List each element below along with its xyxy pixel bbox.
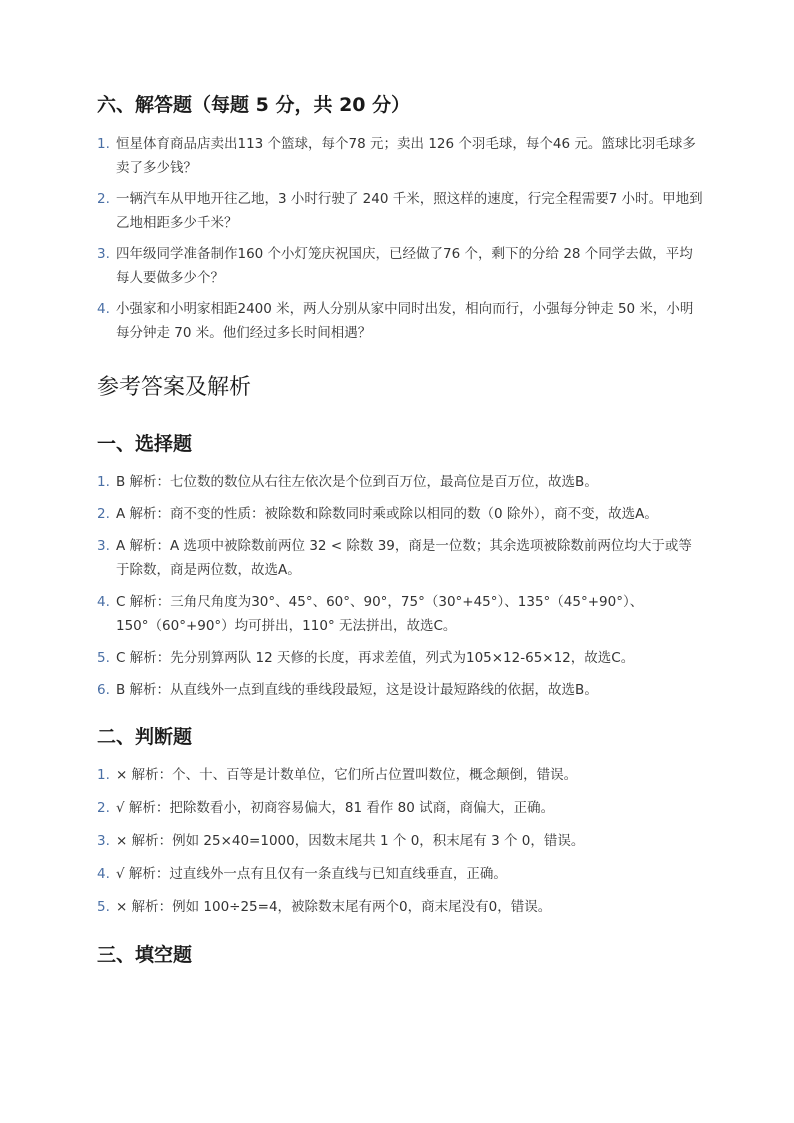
section1-title: 一、选择题 <box>97 433 193 455</box>
item-number: 3. <box>97 538 110 554</box>
item-text: √ 解析：过直线外一点有且仅有一条直线与已知直线垂直，正确。 <box>116 866 507 882</box>
list-item <box>97 297 703 345</box>
item-number: 6. <box>97 682 110 698</box>
item-number: 5. <box>97 650 110 666</box>
list-item <box>97 470 703 494</box>
list-item <box>97 242 703 290</box>
item-text: 四年级同学准备制作160 个小灯笼庆祝国庆，已经做了76 个，剩下的分给 28 个同学去做，平均每人要做多少个？ <box>116 246 693 286</box>
item-number: 1. <box>97 136 110 152</box>
item-number: 4. <box>97 866 110 882</box>
item-text: A 解析：A 选项中被除数前两位 32 < 除数 39，商是一位数；其余选项被除数前两位均大于或等于除数，商是两位数，故选A。 <box>116 538 692 578</box>
item-text: × 解析：例如 100÷25=4，被除数末尾有两个0，商末尾没有0，错误。 <box>116 899 552 915</box>
item-number: 1. <box>97 767 110 783</box>
item-text: A 解析：商不变的性质：被除数和除数同时乘或除以相同的数（0 除外），商不变，故选A。 <box>116 506 658 522</box>
item-number: 2. <box>97 506 110 522</box>
item-text: × 解析：例如 25×40=1000，因数末尾共 1 个 0，积末尾有 3 个 0，错误。 <box>116 833 585 849</box>
item-number: 4. <box>97 594 110 610</box>
item-number: 5. <box>97 899 110 915</box>
list-item <box>97 534 703 582</box>
list-item <box>97 796 703 820</box>
item-text: 恒星体育商品店卖出113 个篮球，每个78 元；卖出 126 个羽毛球，每个46 元。篮球比羽毛球多卖了多少钱？ <box>116 136 696 176</box>
section3-title: 三、填空题 <box>97 944 193 966</box>
list-item <box>97 678 703 702</box>
list-item <box>97 763 703 787</box>
item-number: 3. <box>97 833 110 849</box>
section1-list <box>97 470 703 702</box>
list-item <box>97 646 703 670</box>
item-text: B 解析：从直线外一点到直线的垂线段最短，这是设计最短路线的依据，故选B。 <box>116 682 598 698</box>
item-text: 一辆汽车从甲地开往乙地，3 小时行驶了 240 千米，照这样的速度，行完全程需要7 小时。甲地到乙地相距多少千米？ <box>116 191 703 231</box>
section6-list <box>97 132 703 345</box>
section6-title: 六、解答题（每题 5 分，共 20 分） <box>97 94 411 116</box>
list-item <box>97 829 703 853</box>
item-text: B 解析：七位数的数位从右往左依次是个位到百万位，最高位是百万位，故选B。 <box>116 474 598 490</box>
item-number: 2. <box>97 800 110 816</box>
item-number: 2. <box>97 191 110 207</box>
answers-title: 参考答案及解析 <box>97 375 252 400</box>
list-item <box>97 132 703 180</box>
document-page <box>97 92 703 968</box>
item-text: C 解析：先分别算两队 12 天修的长度，再求差值，列式为105×12-65×12，故选C。 <box>116 650 635 666</box>
list-item <box>97 895 703 919</box>
item-number: 1. <box>97 474 110 490</box>
section2-list <box>97 763 703 919</box>
item-number: 3. <box>97 246 110 262</box>
list-item <box>97 590 703 638</box>
list-item <box>97 187 703 235</box>
item-number: 4. <box>97 301 110 317</box>
list-item <box>97 502 703 526</box>
section2-title: 二、判断题 <box>97 726 193 748</box>
item-text: 小强家和小明家相距2400 米，两人分别从家中同时出发，相向而行，小强每分钟走 50 米，小明每分钟走 70 米。他们经过多长时间相遇？ <box>116 301 694 341</box>
item-text: × 解析：个、十、百等是计数单位，它们所占位置叫数位，概念颠倒，错误。 <box>116 767 578 783</box>
list-item <box>97 862 703 886</box>
item-text: √ 解析：把除数看小，初商容易偏大，81 看作 80 试商，商偏大，正确。 <box>116 800 555 816</box>
item-text: C 解析：三角尺角度为30°、45°、60°、90°，75°（30°+45°）、135°（45°+90°）、150°（60°+90°）均可拼出，110° 无法拼出，故选C。 <box>116 594 644 634</box>
